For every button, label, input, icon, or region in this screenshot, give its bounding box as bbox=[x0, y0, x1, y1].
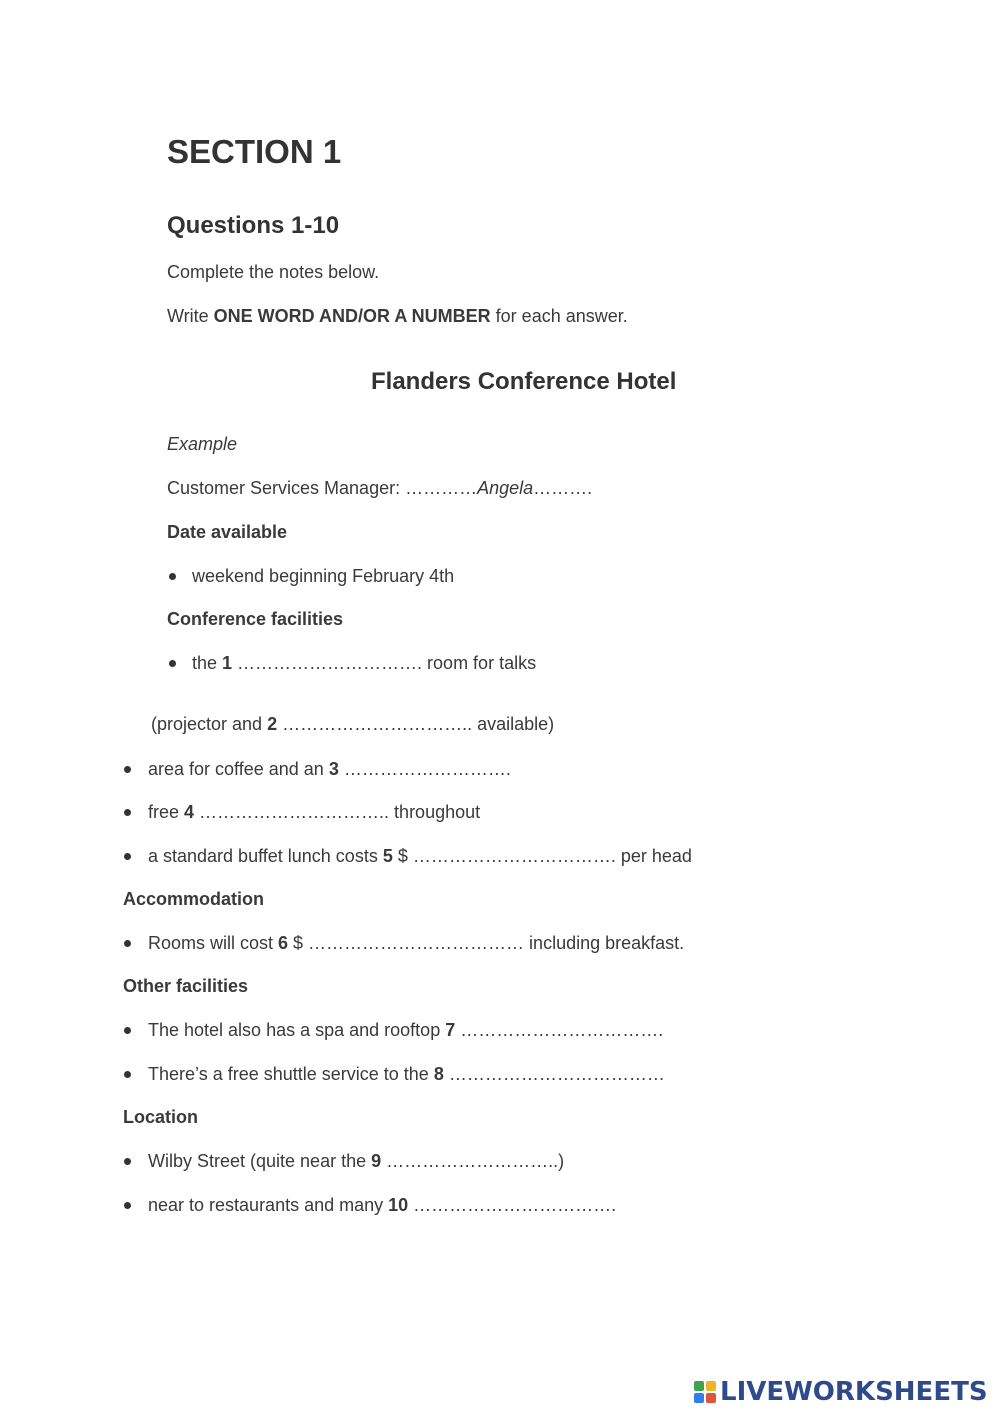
question-7 bbox=[148, 1018, 663, 1042]
logo-square-3 bbox=[694, 1393, 704, 1403]
question-9-post: ………………………..) bbox=[381, 1151, 565, 1171]
bullet bbox=[124, 1202, 131, 1209]
liveworksheets-logo-icon bbox=[694, 1381, 716, 1403]
question-5-post: $ ……………………………. per head bbox=[392, 846, 692, 866]
question-1-pre: the bbox=[192, 653, 223, 673]
bullet bbox=[169, 573, 176, 580]
question-5-pre: a standard buffet lunch costs bbox=[148, 846, 383, 866]
question-2-number: 2 bbox=[267, 714, 278, 734]
question-8-pre: There’s a free shuttle service to the bbox=[148, 1064, 434, 1084]
question-1-number: 1 bbox=[222, 653, 233, 673]
location-heading: Location bbox=[123, 1107, 198, 1127]
question-7-number: 7 bbox=[445, 1020, 456, 1040]
liveworksheets-logo[interactable] bbox=[694, 1377, 988, 1407]
logo-square-4 bbox=[706, 1393, 716, 1403]
question-3 bbox=[148, 757, 511, 781]
bullet bbox=[124, 940, 131, 947]
notes-title: Flanders Conference Hotel bbox=[371, 368, 677, 395]
bullet bbox=[124, 766, 131, 773]
example-line-post: ………. bbox=[533, 478, 593, 498]
question-4-number: 4 bbox=[184, 802, 195, 822]
date-heading: Date available bbox=[167, 522, 288, 542]
question-10-number: 10 bbox=[388, 1195, 409, 1215]
question-7-post: ……………………………. bbox=[455, 1020, 664, 1040]
question-9-pre: Wilby Street (quite near the bbox=[148, 1151, 372, 1171]
instruction-write-post: for each answer. bbox=[490, 306, 628, 326]
question-10-post: ……………………………. bbox=[408, 1195, 617, 1215]
question-3-pre: area for coffee and an bbox=[148, 759, 329, 779]
other-facilities-heading: Other facilities bbox=[123, 976, 249, 996]
question-2 bbox=[151, 712, 554, 736]
question-3-number: 3 bbox=[328, 759, 339, 779]
question-4 bbox=[148, 800, 480, 824]
date-item: weekend beginning February 4th bbox=[192, 566, 455, 586]
bullet bbox=[124, 1158, 131, 1165]
question-8-post: ……………………………… bbox=[443, 1064, 665, 1084]
bullet bbox=[124, 853, 131, 860]
question-2-post: ………………………….. available) bbox=[277, 714, 555, 734]
section-title: SECTION 1 bbox=[167, 133, 342, 170]
question-9 bbox=[148, 1149, 564, 1173]
question-5-number: 5 bbox=[382, 846, 393, 866]
instruction-write bbox=[167, 304, 628, 328]
question-2-pre: (projector and bbox=[151, 714, 268, 734]
question-3-post: ………………………. bbox=[338, 759, 511, 779]
question-7-pre: The hotel also has a spa and rooftop bbox=[148, 1020, 446, 1040]
instruction-write-bold: ONE WORD AND/OR A NUMBER bbox=[213, 306, 491, 326]
question-6-number: 6 bbox=[278, 933, 289, 953]
question-4-pre: free bbox=[148, 802, 185, 822]
questions-title: Questions 1-10 bbox=[167, 212, 340, 239]
question-6-pre: Rooms will cost bbox=[148, 933, 279, 953]
bullet bbox=[124, 1071, 131, 1078]
logo-square-2 bbox=[706, 1381, 716, 1391]
question-8 bbox=[148, 1062, 665, 1086]
bullet bbox=[124, 809, 131, 816]
question-1-post: …………………………. room for talks bbox=[232, 653, 537, 673]
question-5 bbox=[148, 844, 692, 868]
bullet bbox=[124, 1027, 131, 1034]
conference-heading: Conference facilities bbox=[167, 609, 344, 629]
example-line bbox=[167, 476, 592, 500]
question-1 bbox=[192, 651, 536, 675]
question-4-post: ………………………….. throughout bbox=[194, 802, 481, 822]
example-answer: Angela bbox=[477, 478, 534, 498]
example-label: Example bbox=[167, 434, 238, 454]
instruction-complete: Complete the notes below. bbox=[167, 262, 380, 282]
bullet bbox=[169, 660, 176, 667]
question-8-number: 8 bbox=[433, 1064, 444, 1084]
accommodation-heading: Accommodation bbox=[123, 889, 265, 909]
question-10 bbox=[148, 1193, 616, 1217]
question-6 bbox=[148, 931, 684, 955]
question-9-number: 9 bbox=[371, 1151, 382, 1171]
question-10-pre: near to restaurants and many bbox=[148, 1195, 389, 1215]
liveworksheets-logo-text: LIVEWORKSHEETS bbox=[720, 1377, 988, 1407]
logo-square-1 bbox=[694, 1381, 704, 1391]
example-line-pre: Customer Services Manager: ………… bbox=[167, 478, 478, 498]
instruction-write-pre: Write bbox=[167, 306, 214, 326]
question-6-post: $ ……………………………… including breakfast. bbox=[288, 933, 685, 953]
